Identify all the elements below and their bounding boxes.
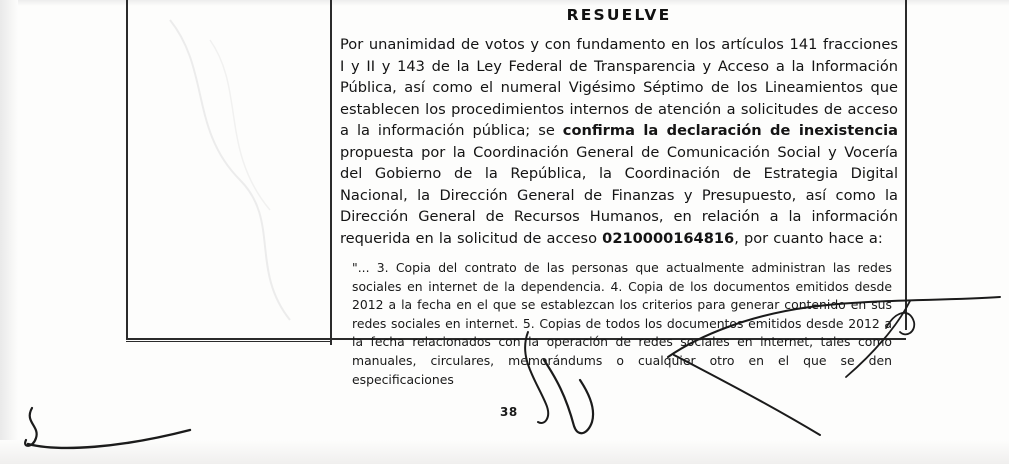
table-rule-right: [905, 0, 907, 330]
document-quoted-request: "... 3. Copia del contrato de las personas que actualmente administran las redes sociales en internet de la dependencia. 4. Copia de los documentos emitidos desde 2012 a la fecha en el que se establezcan los criterios para generar contenido en sus redes sociales en internet. 5. Copias de todos los documentos emitidos desde 2012 a la fecha relacionados con la operación de redes sociales en internet, tales como manuales, circulares, memorándums o cualquier otro en el que se den especificaciones: [352, 260, 892, 387]
page-number: 38: [500, 405, 518, 419]
table-rule-left: [126, 0, 128, 340]
scan-smudge-left-column: [150, 10, 330, 340]
document-paragraph: Por unanimidad de votos y con fundamento en los artículos 141 fracciones I y II y 143 de la Ley Federal de Transparencia y Acceso a la Información Pública, así como el numeral Vigésimo Séptimo de los Lineamientos que establecen los procedimientos internos de atención a solicitudes de acceso a la información pública; se confirma la declaración de inexistencia propuesta por la Coordinación General de Comunicación Social y Vocería del Gobierno de la República, la Coordinación de Estrategia Digital Nacional, la Dirección General de Finanzas y Presupuesto, así como la Dirección General de Recursos Humanos, en relación a la información requerida en la solicitud de acceso 0210000164816, por cuanto hace a:: [340, 36, 898, 247]
table-rule-middle: [330, 0, 332, 345]
document-text-block: [340, 6, 898, 389]
scan-edge-left: [0, 0, 18, 464]
table-rule-bottom-secondary: [126, 341, 332, 342]
scan-shadow-bottom: [0, 440, 1009, 464]
document-heading: RESUELVE: [566, 6, 672, 24]
